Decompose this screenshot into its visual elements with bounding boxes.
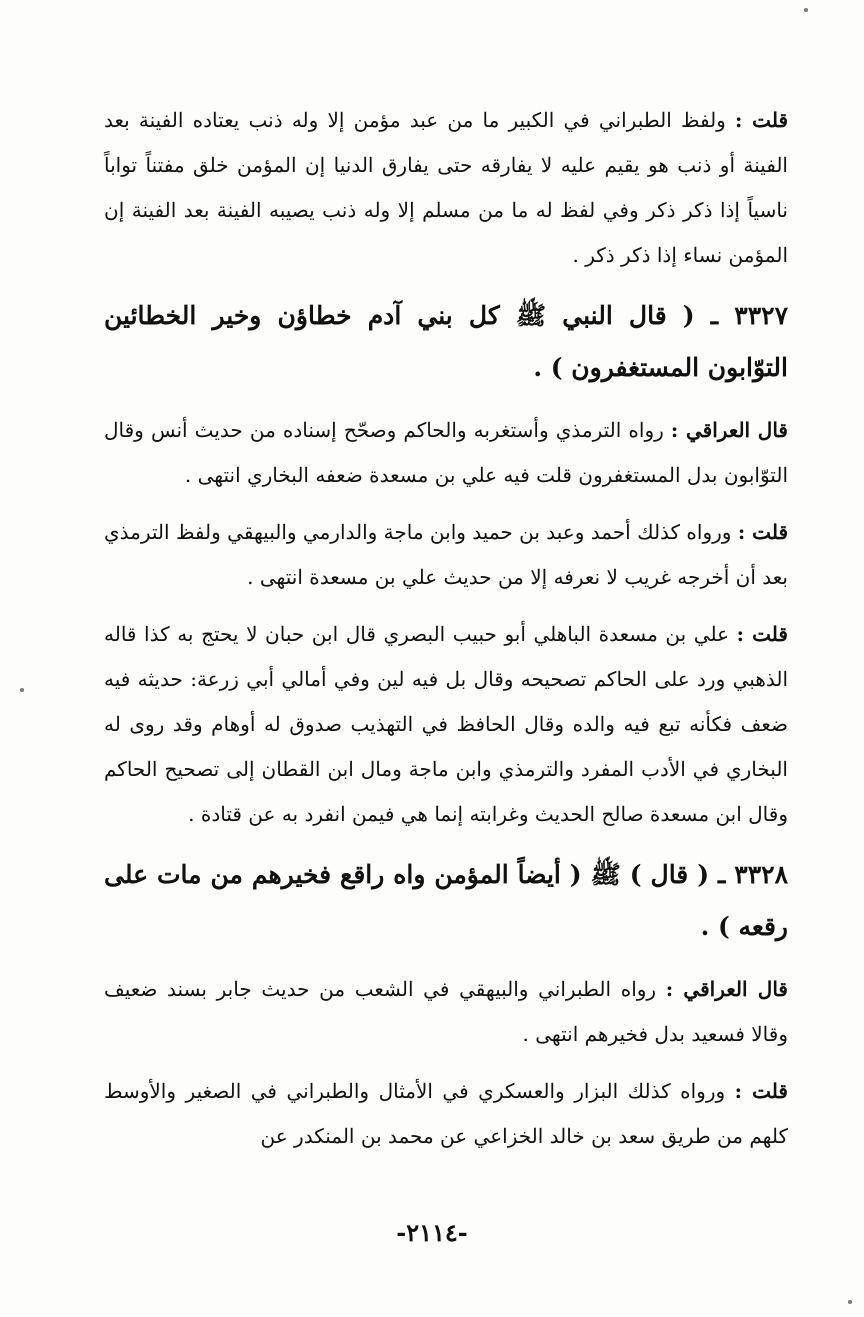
paragraph-text: رواه الطبراني والبيهقي في الشعب من حديث جابر بسند ضعيف وقالا فسعيد بدل فخيرهم انتهى . [104,977,788,1046]
paragraph-text: علي بن مسعدة الباهلي أبو حبيب البصري قال ابن حبان لا يحتج به كذا قاله الذهبي ورد على الحاكم تصحيحه وقال بل فيه لين وفي أمالي أبي زرعة: حديثه فيه ضعف فكأنه تبع فيه والده وقال الحافظ في التهذيب صدوق له أوهام وقد روى له البخاري في الأدب المفرد والترمذي وابن ماجة ومال ابن القطان إلى تصحيح الحاكم وقال ابن مسعدة صالح الحديث وغرابته إنما هي فيمن انفرد به عن قتادة . [104,622,788,826]
page-number: -٢١١٤- [396,1218,468,1247]
paragraph-lead: قلت : [734,1079,788,1103]
scan-speck [20,688,24,692]
paragraph-lead: قال العراقي : [670,418,788,442]
paragraph-lead: قلت : [736,622,788,646]
paragraph-text: ورواه كذلك البزار والعسكري في الأمثال والطبراني في الصغير والأوسط كلهم من طريق سعد بن خالد الخزاعي عن محمد بن المنكدر عن [104,1079,788,1148]
paragraph-3 [104,408,788,498]
paragraph-1 [104,98,788,278]
hadith-3327: ٣٣٢٧ ـ ( قال النبي ﷺ كل بني آدم خطاؤن وخير الخطائين التوّابون المستغفرون ) . [104,301,788,382]
paragraph-text: ورواه كذلك أحمد وعبد بن حميد وابن ماجة والدارمي والبيهقي ولفظ الترمذي بعد أن أخرجه غريب لا نعرفه إلا من حديث علي بن مسعدة انتهى . [104,520,788,589]
paragraph-text: ولفظ الطبراني في الكبير ما من عبد مؤمن إلا وله ذنب يعتاده الفينة بعد الفينة أو ذنب هو يقيم عليه لا يفارقه حتى يفارق الدنيا إن المؤمن خلق مفتناً تواباً ناسياً إذا ذكر ذكر وفي لفظ له ما من مسلم إلا وله ذنب يصيبه الفينة بعد الفينة إن المؤمن نساء إذا ذكر ذكر . [104,108,788,267]
paragraph-4 [104,510,788,600]
scan-speck [804,8,808,12]
paragraph-8 [104,1069,788,1159]
hadith-3328: ٣٣٢٨ ـ ( قال ) ﷺ ( أيضاً المؤمن واه راقع فخيرهم من مات على رقعه ) . [104,860,788,941]
paragraph-lead: قلت : [737,520,788,544]
paragraph-text: رواه الترمذي وأستغربه والحاكم وصحّح إسناده من حديث أنس وقال التوّابون بدل المستغفرون قلت فيه علي بن مسعدة ضعفه البخاري انتهى . [104,418,788,487]
paragraph-5 [104,612,788,837]
scan-speck [848,1300,852,1304]
paragraph-lead: قلت : [735,108,788,132]
page-body [104,98,788,1171]
paragraph-lead: قال العراقي : [665,977,788,1001]
paragraph-7 [104,967,788,1057]
